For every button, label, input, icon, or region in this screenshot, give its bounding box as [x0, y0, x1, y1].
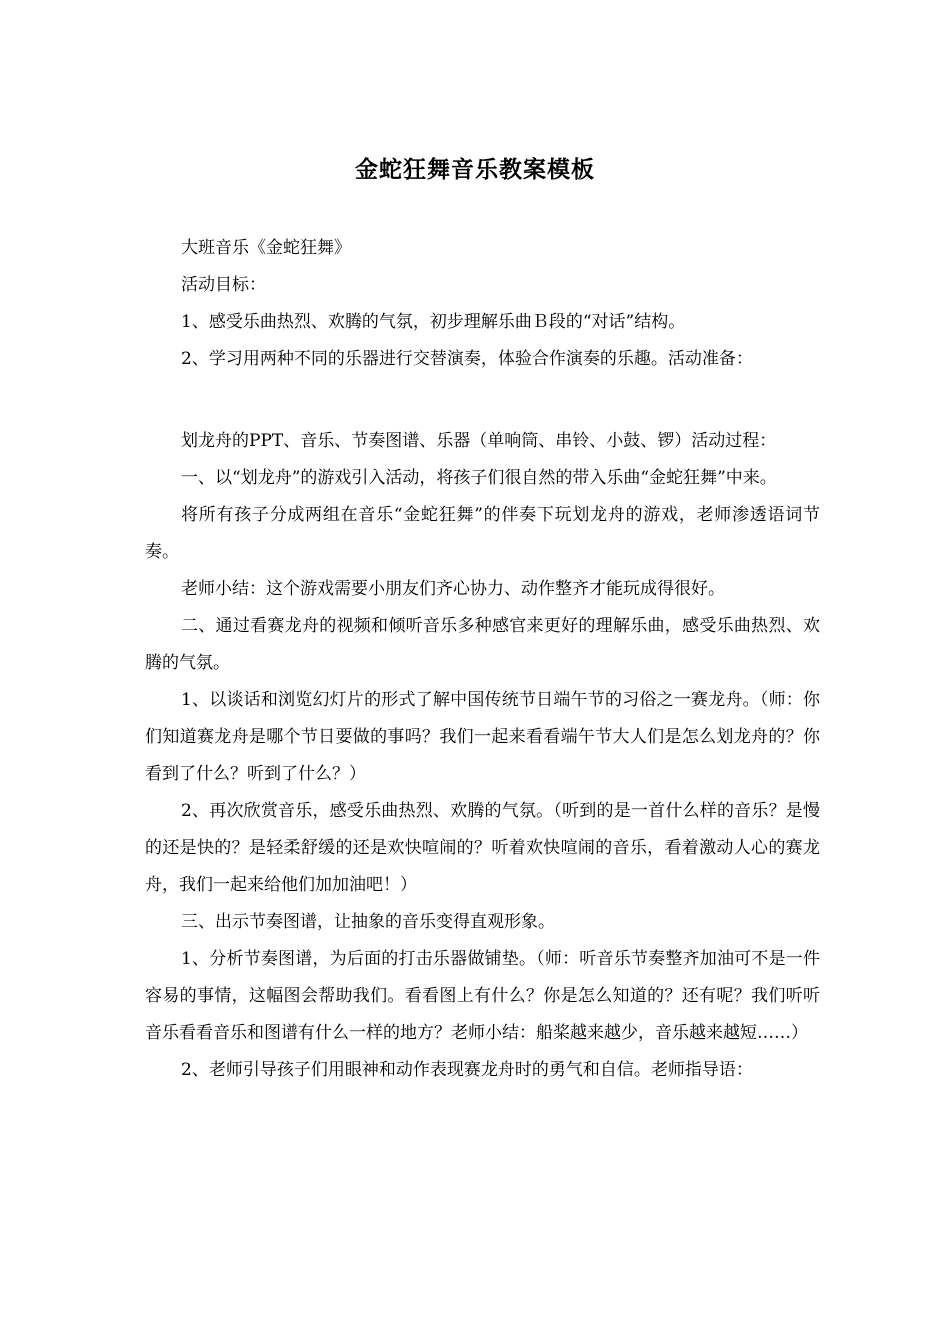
paragraph-step-1: 一、以“划龙舟”的游戏引入活动，将孩子们很自然的带入乐曲“金蛇狂舞”中来。: [181, 468, 777, 488]
paragraph-goal-1: 1、感受乐曲热烈、欢腾的气氛，初步理解乐曲Ｂ段的“对话”结构。: [181, 312, 686, 332]
paragraph-step-3-2: 2、老师引导孩子们用眼神和动作表现赛龙舟时的勇气和自信。老师指导语：: [181, 1060, 753, 1080]
paragraph-goal-2: 2、学习用两种不同的乐器进行交替演奏，体验合作演奏的乐趣。活动准备：: [181, 349, 753, 369]
paragraph-goals-heading: 活动目标：: [181, 275, 266, 295]
paragraph-step-2-2: 2、再次欣赏音乐，感受乐曲热烈、欢腾的气氛。（听到的是一首什么样的音乐？是慢的还是快的？是轻柔舒缓的还是欢快喧闹的？听着欢快喧闹的音乐，看着激动人心的赛龙舟，我们一起来给他们加加油吧！）: [145, 801, 820, 895]
document-title: 金蛇狂舞音乐教案模板: [355, 156, 595, 183]
paragraph-step-3-1: 1、分析节奏图谱，为后面的打击乐器做铺垫。（师：听音乐节奏整齐加油可不是一件容易的事情，这幅图会帮助我们。看看图上有什么？你是怎么知道的？还有呢？我们听听音乐看看音乐和图谱有什么一样的地方？老师小结：船桨越来越少，音乐越来越短……）: [145, 949, 820, 1043]
paragraph-step-2: 二、通过看赛龙舟的视频和倾听音乐多种感官来更好的理解乐曲，感受乐曲热烈、欢腾的气氛。: [145, 616, 820, 673]
paragraph-step-3: 三、出示节奏图谱，让抽象的音乐变得直观形象。: [181, 912, 555, 932]
paragraph-step-2-1: 1、以谈话和浏览幻灯片的形式了解中国传统节日端午节的习俗之一赛龙舟。（师：你们知道赛龙舟是哪个节日要做的事吗？我们一起来看看端午节大人们是怎么划龙舟的？你看到了什么？听到了什么？）: [145, 690, 820, 784]
paragraph-step-1-detail: 将所有孩子分成两组在音乐“金蛇狂舞”的伴奏下玩划龙舟的游戏，老师渗透语词节奏。: [145, 505, 820, 562]
document-body: [145, 230, 820, 1089]
paragraph-preparation: 划龙舟的PPT、音乐、节奏图谱、乐器（单响筒、串铃、小鼓、锣）活动过程：: [181, 431, 777, 451]
paragraph-subject: 大班音乐《金蛇狂舞》: [181, 238, 351, 258]
paragraph-teacher-summary: 老师小结：这个游戏需要小朋友们齐心协力、动作整齐才能玩成得很好。: [181, 579, 725, 599]
